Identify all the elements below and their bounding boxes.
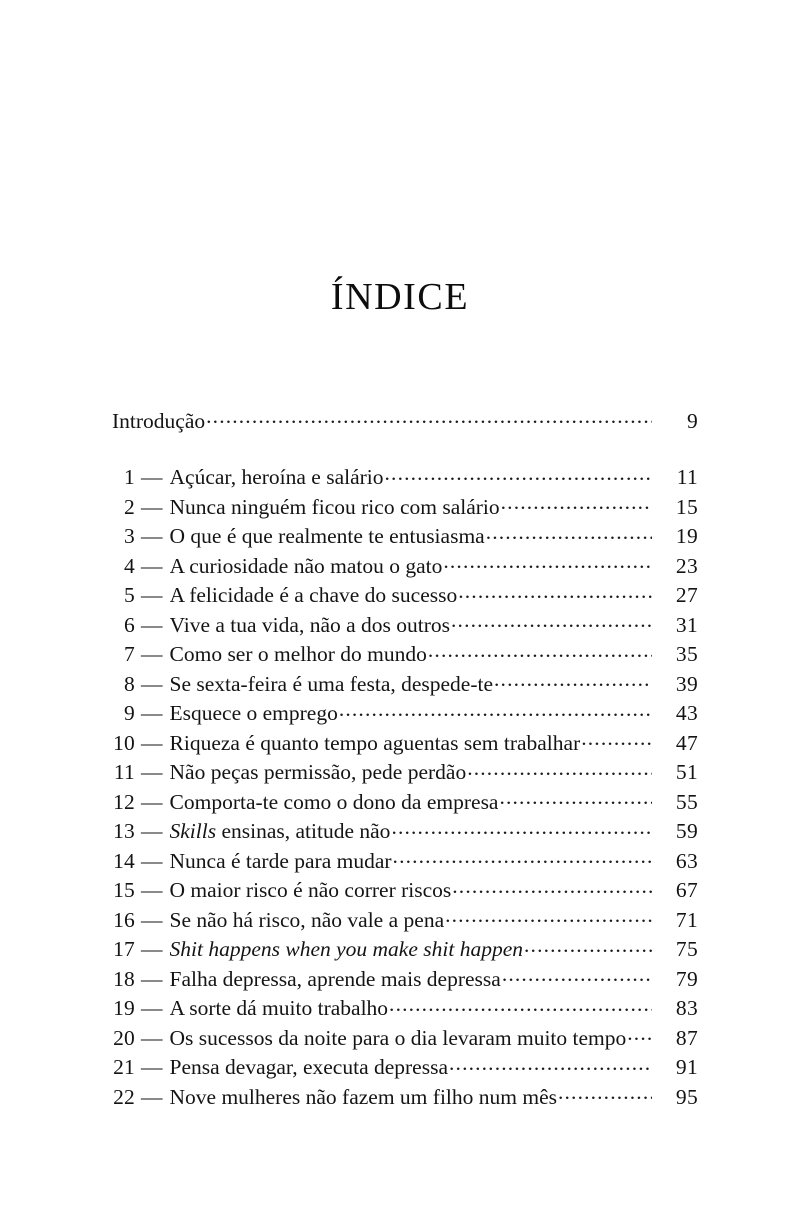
dot-leader xyxy=(558,1082,652,1104)
toc-entry-label xyxy=(170,935,524,964)
toc-entry-label xyxy=(170,640,427,669)
toc-entry-label xyxy=(170,758,467,787)
toc-entry-label xyxy=(170,817,391,846)
toc-entry-label xyxy=(170,552,443,581)
toc-entry[interactable] xyxy=(112,758,698,788)
toc-entry-label-italic: Skills xyxy=(169,819,217,843)
toc-entry-number: 10 xyxy=(113,730,135,755)
toc-entry-number: 14 xyxy=(113,848,135,873)
toc-entry-number: 8 xyxy=(124,671,135,696)
toc-entry-dash: — xyxy=(141,996,163,1020)
toc-entry-dash: — xyxy=(141,553,163,578)
toc-entry-page-number: 23 xyxy=(675,553,698,578)
dot-leader xyxy=(502,964,652,986)
toc-entry[interactable] xyxy=(112,463,698,493)
toc-entry-dash: — xyxy=(141,494,163,519)
toc-entry-page-number: 75 xyxy=(675,937,698,961)
toc-entry-label-text: Vive a tua vida, não a dos outros xyxy=(169,612,451,637)
toc-entry-page-number: 39 xyxy=(675,671,698,696)
toc-entry-number: 6 xyxy=(124,612,135,637)
toc-entry[interactable] xyxy=(112,994,698,1024)
toc-entry-label xyxy=(170,847,392,876)
toc-entry-number: 21 xyxy=(113,1055,135,1079)
toc-entry-page-number: 15 xyxy=(675,494,698,519)
toc-entry-dash: — xyxy=(141,671,163,696)
toc-entry-dash: — xyxy=(141,760,163,784)
toc-entry-label xyxy=(170,493,500,522)
toc-entry-page-number: 87 xyxy=(675,1025,698,1050)
toc-entry-dash: — xyxy=(141,789,163,814)
toc-entry-dash: — xyxy=(141,1025,163,1050)
toc-entry-label-text: Nove mulheres não fazem um filho num mês xyxy=(169,1084,557,1109)
toc-entry-label xyxy=(170,1024,627,1053)
toc-entry[interactable] xyxy=(112,787,698,817)
toc-entry-label-text: Esquece o emprego xyxy=(169,701,338,725)
toc-chapter-list xyxy=(112,463,698,1112)
toc-entry[interactable] xyxy=(112,551,698,581)
toc-entry-number: 7 xyxy=(124,642,135,666)
toc-entry-label-text: Nunca ninguém ficou rico com salário xyxy=(169,494,500,519)
toc-entry-dash: — xyxy=(141,819,163,843)
dot-leader xyxy=(445,905,652,927)
toc-entry[interactable] xyxy=(112,699,698,729)
toc-entry-label-text: Se sexta-feira é uma festa, despede-te xyxy=(169,671,494,696)
toc-entry-label-text: Nunca é tarde para mudar xyxy=(169,848,392,873)
dot-leader xyxy=(393,846,652,868)
toc-entry-number: 17 xyxy=(113,937,135,961)
toc-entry-page-number: 11 xyxy=(676,465,698,489)
toc-entry-label-text: Pensa devagar, executa depressa xyxy=(169,1055,449,1079)
toc-entry[interactable] xyxy=(112,492,698,522)
toc-entry-number: 5 xyxy=(124,583,135,607)
toc-entry-page-number: 55 xyxy=(675,789,698,814)
toc-entry[interactable] xyxy=(112,817,698,847)
toc-entry-label xyxy=(170,611,451,640)
toc-entry-label-text: Não peças permissão, pede perdão xyxy=(169,760,467,784)
toc-entry-page-number: 83 xyxy=(675,996,698,1020)
dot-leader xyxy=(391,817,652,839)
toc-entry-label-text: A felicidade é a chave do sucesso xyxy=(169,583,458,607)
toc-entry[interactable] xyxy=(112,581,698,611)
toc-entry-page-number: 95 xyxy=(675,1084,698,1109)
toc-entry-page-number: 51 xyxy=(675,760,698,784)
toc-entry-dash: — xyxy=(141,465,163,489)
toc-entry-page-number: 43 xyxy=(675,701,698,725)
toc-entry-label-text: Como ser o melhor do mundo xyxy=(169,642,427,666)
toc-entry-dash: — xyxy=(141,966,163,991)
toc-entry[interactable] xyxy=(112,669,698,699)
dot-leader xyxy=(499,787,652,809)
toc-entry-page-number: 27 xyxy=(675,583,698,607)
toc-entry-dash: — xyxy=(141,642,163,666)
toc-entry[interactable] xyxy=(112,905,698,935)
toc-entry-dash: — xyxy=(141,848,163,873)
dot-leader xyxy=(486,522,652,544)
toc-entry-page-number: 19 xyxy=(675,524,698,548)
toc-entry-number: 4 xyxy=(124,553,135,578)
table-of-contents xyxy=(112,406,698,1112)
toc-entry[interactable] xyxy=(112,640,698,670)
toc-entry-number: 19 xyxy=(113,996,135,1020)
dot-leader xyxy=(627,1023,652,1045)
toc-entry-number: 20 xyxy=(113,1025,135,1050)
toc-entry-label-text: O que é que realmente te entusiasma xyxy=(169,524,485,548)
toc-entry-label xyxy=(170,670,494,699)
dot-leader xyxy=(524,935,652,957)
toc-entry-label-text: Comporta-te como o dono da empresa xyxy=(169,789,499,814)
dot-leader xyxy=(428,640,652,662)
dot-leader xyxy=(451,610,652,632)
toc-entry-label-text: Riqueza é quanto tempo aguentas sem trabalhar xyxy=(169,730,581,755)
toc-entry[interactable] xyxy=(112,1053,698,1083)
toc-entry-label: Introdução xyxy=(112,408,206,433)
toc-entry-dash: — xyxy=(141,907,163,932)
dot-leader xyxy=(494,669,652,691)
dot-leader xyxy=(458,581,652,603)
toc-entry-label xyxy=(170,463,384,492)
toc-entry-number: 15 xyxy=(113,878,135,902)
dot-leader xyxy=(467,758,652,780)
toc-entry-dash: — xyxy=(141,1055,163,1079)
toc-entry-label-text: Falha depressa, aprende mais depressa xyxy=(169,966,501,991)
toc-entry-dash: — xyxy=(141,1084,163,1109)
toc-entry-label xyxy=(170,699,338,728)
toc-entry-dash: — xyxy=(141,730,163,755)
toc-entry-number: 11 xyxy=(113,760,135,784)
toc-entry[interactable] xyxy=(112,610,698,640)
toc-entry-label-text: O maior risco é não correr riscos xyxy=(169,878,452,902)
toc-entry-page-number: 67 xyxy=(675,878,698,902)
toc-entry-label xyxy=(170,581,458,610)
toc-entry[interactable] xyxy=(112,728,698,758)
dot-leader xyxy=(385,463,652,485)
toc-entry-page-number: 79 xyxy=(675,966,698,991)
toc-entry-label-text: Se não há risco, não vale a pena xyxy=(169,907,445,932)
toc-entry-label-text: ensinas, atitude não xyxy=(216,819,391,843)
toc-entry[interactable] xyxy=(112,1023,698,1053)
toc-entry-dash: — xyxy=(141,524,163,548)
toc-entry-page-number: 91 xyxy=(675,1055,698,1079)
dot-leader xyxy=(339,699,652,721)
toc-entry-introducao[interactable] xyxy=(112,406,698,436)
toc-entry[interactable] xyxy=(112,522,698,552)
toc-entry-dash: — xyxy=(141,878,163,902)
toc-entry[interactable] xyxy=(112,876,698,906)
toc-entry-number: 16 xyxy=(113,907,135,932)
toc-entry[interactable] xyxy=(112,935,698,965)
toc-entry-label xyxy=(170,1083,558,1112)
toc-entry-label xyxy=(170,965,501,994)
toc-entry[interactable] xyxy=(112,1082,698,1112)
toc-entry-page-number: 59 xyxy=(675,819,698,843)
toc-entry-number: 18 xyxy=(113,966,135,991)
toc-entry-label-text: A sorte dá muito trabalho xyxy=(169,996,389,1020)
toc-entry-label-text: A curiosidade não matou o gato xyxy=(169,553,443,578)
dot-leader xyxy=(449,1053,652,1075)
toc-entry-label-italic: Shit happens when you make shit happen xyxy=(169,937,524,961)
toc-entry-label xyxy=(170,876,452,905)
toc-entry-number: 1 xyxy=(124,465,135,489)
toc-entry-dash: — xyxy=(141,583,163,607)
toc-entry-page-number: 47 xyxy=(675,730,698,755)
toc-entry-label xyxy=(170,906,445,935)
toc-entry-page-number: 31 xyxy=(675,612,698,637)
page-title: ÍNDICE xyxy=(330,276,470,319)
dot-leader xyxy=(206,406,652,428)
toc-entry-label xyxy=(170,522,485,551)
toc-entry-page-number: 71 xyxy=(675,907,698,932)
dot-leader xyxy=(501,492,652,514)
toc-entry-number: 9 xyxy=(124,701,135,725)
toc-entry-dash: — xyxy=(141,701,163,725)
toc-entry[interactable] xyxy=(112,846,698,876)
toc-entry-number: 12 xyxy=(113,789,135,814)
toc-entry-dash: — xyxy=(141,612,163,637)
toc-entry[interactable] xyxy=(112,964,698,994)
toc-entry-label xyxy=(170,788,499,817)
dot-leader xyxy=(452,876,652,898)
dot-leader xyxy=(389,994,652,1016)
toc-entry-number: 3 xyxy=(124,524,135,548)
toc-entry-page-number: 9 xyxy=(686,408,698,433)
toc-entry-label xyxy=(170,994,389,1023)
toc-entry-dash: — xyxy=(141,937,163,961)
toc-entry-page-number: 35 xyxy=(675,642,698,666)
toc-entry-page-number: 63 xyxy=(675,848,698,873)
toc-entry-number: 2 xyxy=(124,494,135,519)
toc-entry-number: 13 xyxy=(113,819,135,843)
toc-entry-number: 22 xyxy=(113,1084,135,1109)
dot-leader xyxy=(581,728,652,750)
dot-leader xyxy=(443,551,652,573)
toc-entry-label-text: Os sucessos da noite para o dia levaram muito tempo xyxy=(169,1025,627,1050)
toc-entry-label-text: Açúcar, heroína e salário xyxy=(169,465,384,489)
toc-entry-label xyxy=(170,1053,449,1082)
toc-entry-label xyxy=(170,729,581,758)
